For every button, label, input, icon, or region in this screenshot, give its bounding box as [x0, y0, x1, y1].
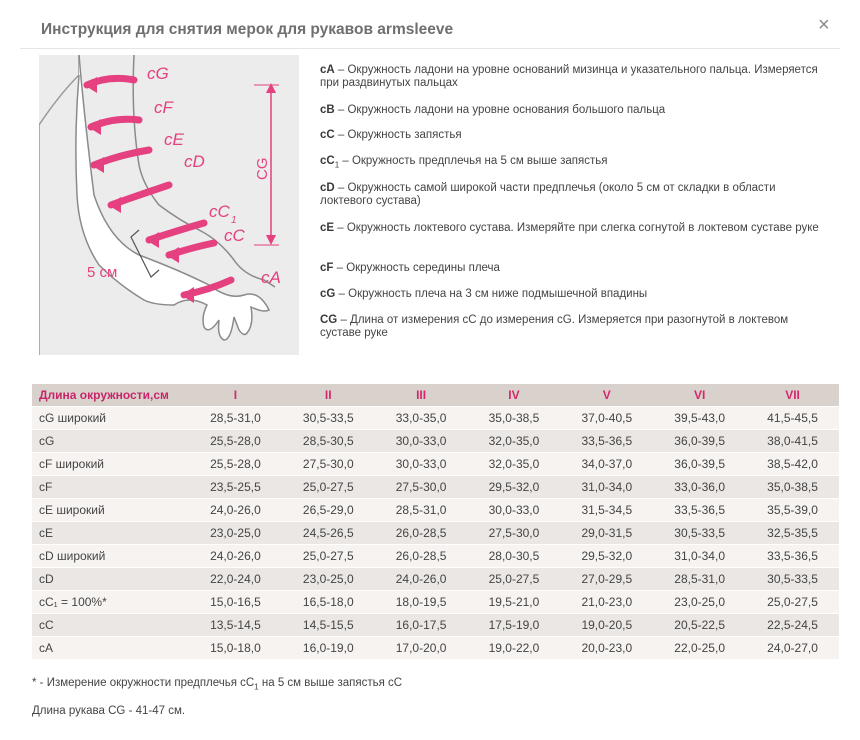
row-label: cG: [32, 430, 189, 453]
table-cell: 30,5-33,5: [653, 522, 746, 545]
table-cell: 20,0-23,0: [560, 637, 653, 660]
table-row: [32, 499, 839, 522]
table-cell: 14,5-15,5: [282, 614, 375, 637]
table-cell: 25,0-27,5: [282, 476, 375, 499]
row-label: cG широкий: [32, 407, 189, 430]
table-cell: 27,5-30,0: [375, 476, 468, 499]
desc-cG: cG – Окружность плеча на 3 см ниже подмышечной впадины: [320, 288, 648, 300]
table-cell: 16,0-19,0: [282, 637, 375, 660]
table-cell: 15,0-18,0: [189, 637, 282, 660]
table-cell: 17,5-19,0: [468, 614, 561, 637]
desc-cA: cA – Окружность ладони на уровне оснований мизинца и указательного пальца. Измеряется при раздвинутых пальцах: [320, 64, 818, 89]
table-row: [32, 430, 839, 453]
table-row: [32, 522, 839, 545]
desc-cF: cF – Окружность середины плеча: [320, 262, 500, 274]
table-cell: 38,0-41,5: [746, 430, 839, 453]
table-cell: 23,0-25,0: [653, 591, 746, 614]
table-cell: 29,5-32,0: [468, 476, 561, 499]
table-cell: 24,0-26,0: [189, 499, 282, 522]
column-header: Длина окружности,см: [32, 384, 189, 407]
label-cC: cC: [224, 226, 245, 245]
table-cell: 17,0-20,0: [375, 637, 468, 660]
table-row: [32, 476, 839, 499]
table-cell: 15,0-16,5: [189, 591, 282, 614]
table-cell: 25,5-28,0: [189, 453, 282, 476]
table-row: [32, 407, 839, 430]
table-cell: 41,5-45,5: [746, 407, 839, 430]
table-cell: 37,0-40,5: [560, 407, 653, 430]
row-label: cD: [32, 568, 189, 591]
row-label: cE: [32, 522, 189, 545]
desc-cC1: $cC_1$ – Окружность предплечья на 5 см выше запястья: [320, 155, 608, 170]
table-cell: 28,5-31,0: [375, 499, 468, 522]
table-cell: 22,0-25,0: [653, 637, 746, 660]
table-cell: 31,0-34,0: [560, 476, 653, 499]
table-cell: 29,0-31,5: [560, 522, 653, 545]
label-cF: cF: [154, 98, 173, 117]
column-header: VII: [746, 384, 839, 407]
column-header: VI: [653, 384, 746, 407]
table-cell: 31,5-34,5: [560, 499, 653, 522]
table-cell: 24,5-26,5: [282, 522, 375, 545]
table-cell: 33,0-36,0: [653, 476, 746, 499]
table-cell: 21,0-23,0: [560, 591, 653, 614]
column-header: III: [375, 384, 468, 407]
table-cell: 32,5-35,5: [746, 522, 839, 545]
table-row: [32, 614, 839, 637]
table-cell: 30,0-33,0: [375, 453, 468, 476]
label-cC1: cC: [209, 202, 230, 221]
desc-cC: cC – Окружность запястья: [320, 129, 462, 141]
row-label: cF: [32, 476, 189, 499]
table-cell: 32,0-35,0: [468, 453, 561, 476]
table-cell: 28,5-30,5: [282, 430, 375, 453]
page-title: Инструкция для снятия мерок для рукавов armsleeve: [41, 21, 454, 38]
table-row: [32, 568, 839, 591]
table-cell: 36,0-39,5: [653, 453, 746, 476]
table-cell: 28,0-30,5: [468, 545, 561, 568]
table-cell: 26,0-28,5: [375, 522, 468, 545]
label-cC1-sub: 1: [231, 215, 237, 226]
desc-cE: cE – Окружность локтевого сустава. Измеряйте при слегка согнутой в локтевом суставе руке: [320, 222, 819, 234]
column-header: II: [282, 384, 375, 407]
table-cell: 25,0-27,5: [282, 545, 375, 568]
table-row: [32, 591, 839, 614]
column-header: IV: [468, 384, 561, 407]
table-cell: 23,5-25,5: [189, 476, 282, 499]
sleeve-length-note: Длина рукава CG - 41-47 см.: [32, 705, 186, 717]
table-cell: 28,5-31,0: [189, 407, 282, 430]
column-header: V: [560, 384, 653, 407]
table-row: [32, 637, 839, 660]
row-label: cE широкий: [32, 499, 189, 522]
table-cell: 30,0-33,0: [468, 499, 561, 522]
table-body: [32, 407, 839, 660]
table-cell: 23,0-25,0: [282, 568, 375, 591]
row-label: cC₁ = 100%*: [32, 591, 189, 614]
table-cell: 24,0-26,0: [189, 545, 282, 568]
table-cell: 30,5-33,5: [282, 407, 375, 430]
table-cell: 25,5-28,0: [189, 430, 282, 453]
table-cell: 35,5-39,0: [746, 499, 839, 522]
table-cell: 38,5-42,0: [746, 453, 839, 476]
table-cell: 13,5-14,5: [189, 614, 282, 637]
table-cell: 29,5-32,0: [560, 545, 653, 568]
footnote: * - Измерение окружности предплечья $cC_1$ на 5 см выше запястья cC: [32, 677, 403, 692]
table-cell: 32,0-35,0: [468, 430, 561, 453]
table-cell: 31,0-34,0: [653, 545, 746, 568]
table-cell: 19,5-21,0: [468, 591, 561, 614]
table-cell: 20,5-22,5: [653, 614, 746, 637]
label-cD: cD: [184, 152, 205, 171]
table-cell: 16,0-17,5: [375, 614, 468, 637]
label-5cm: 5 см: [87, 264, 118, 281]
table-cell: 39,5-43,0: [653, 407, 746, 430]
table-row: [32, 545, 839, 568]
table-cell: 36,0-39,5: [653, 430, 746, 453]
table-cell: 23,0-25,0: [189, 522, 282, 545]
table-cell: 30,0-33,0: [375, 430, 468, 453]
table-cell: 33,5-36,5: [560, 430, 653, 453]
table-cell: 33,0-35,0: [375, 407, 468, 430]
table-cell: 24,0-26,0: [375, 568, 468, 591]
table-cell: 16,5-18,0: [282, 591, 375, 614]
desc-cB: cB – Окружность ладони на уровне основания большого пальца: [320, 104, 666, 116]
table-cell: 19,0-22,0: [468, 637, 561, 660]
table-cell: 18,0-19,5: [375, 591, 468, 614]
table-cell: 27,0-29,5: [560, 568, 653, 591]
table-cell: 33,5-36,5: [653, 499, 746, 522]
table-cell: 24,0-27,0: [746, 637, 839, 660]
table-cell: 22,0-24,0: [189, 568, 282, 591]
table-row: [32, 453, 839, 476]
row-label: cA: [32, 637, 189, 660]
table-cell: 27,5-30,0: [282, 453, 375, 476]
table-cell: 19,0-20,5: [560, 614, 653, 637]
table-cell: 33,5-36,5: [746, 545, 839, 568]
desc-CG: CG – Длина от измерения cC до измерения cG. Измеряется при разогнутой в локтевом суставе руке: [320, 314, 789, 339]
table-cell: 22,5-24,5: [746, 614, 839, 637]
table-cell: 34,0-37,0: [560, 453, 653, 476]
header-divider: [20, 48, 840, 49]
row-label: cD широкий: [32, 545, 189, 568]
arm-measurement-illustration: [39, 55, 299, 355]
table-header-row: [32, 384, 839, 407]
table-cell: 35,0-38,5: [468, 407, 561, 430]
close-icon[interactable]: ×: [818, 14, 830, 36]
label-cA: cA: [261, 268, 281, 287]
table-cell: 30,5-33,5: [746, 568, 839, 591]
label-cG: cG: [147, 64, 169, 83]
arm-diagram-svg: [39, 55, 299, 355]
size-table: [32, 384, 839, 659]
table-cell: 27,5-30,0: [468, 522, 561, 545]
row-label: cC: [32, 614, 189, 637]
table-cell: 25,0-27,5: [468, 568, 561, 591]
column-header: I: [189, 384, 282, 407]
label-cE: cE: [164, 130, 184, 149]
table-cell: 25,0-27,5: [746, 591, 839, 614]
row-label: cF широкий: [32, 453, 189, 476]
table-cell: 28,5-31,0: [653, 568, 746, 591]
desc-cD: cD – Окружность самой широкой части предплечья (около 5 см от складки в области локтевого сустава): [320, 182, 776, 207]
table-cell: 35,0-38,5: [746, 476, 839, 499]
table-cell: 26,0-28,5: [375, 545, 468, 568]
label-CG: CG: [254, 157, 271, 180]
table-cell: 26,5-29,0: [282, 499, 375, 522]
